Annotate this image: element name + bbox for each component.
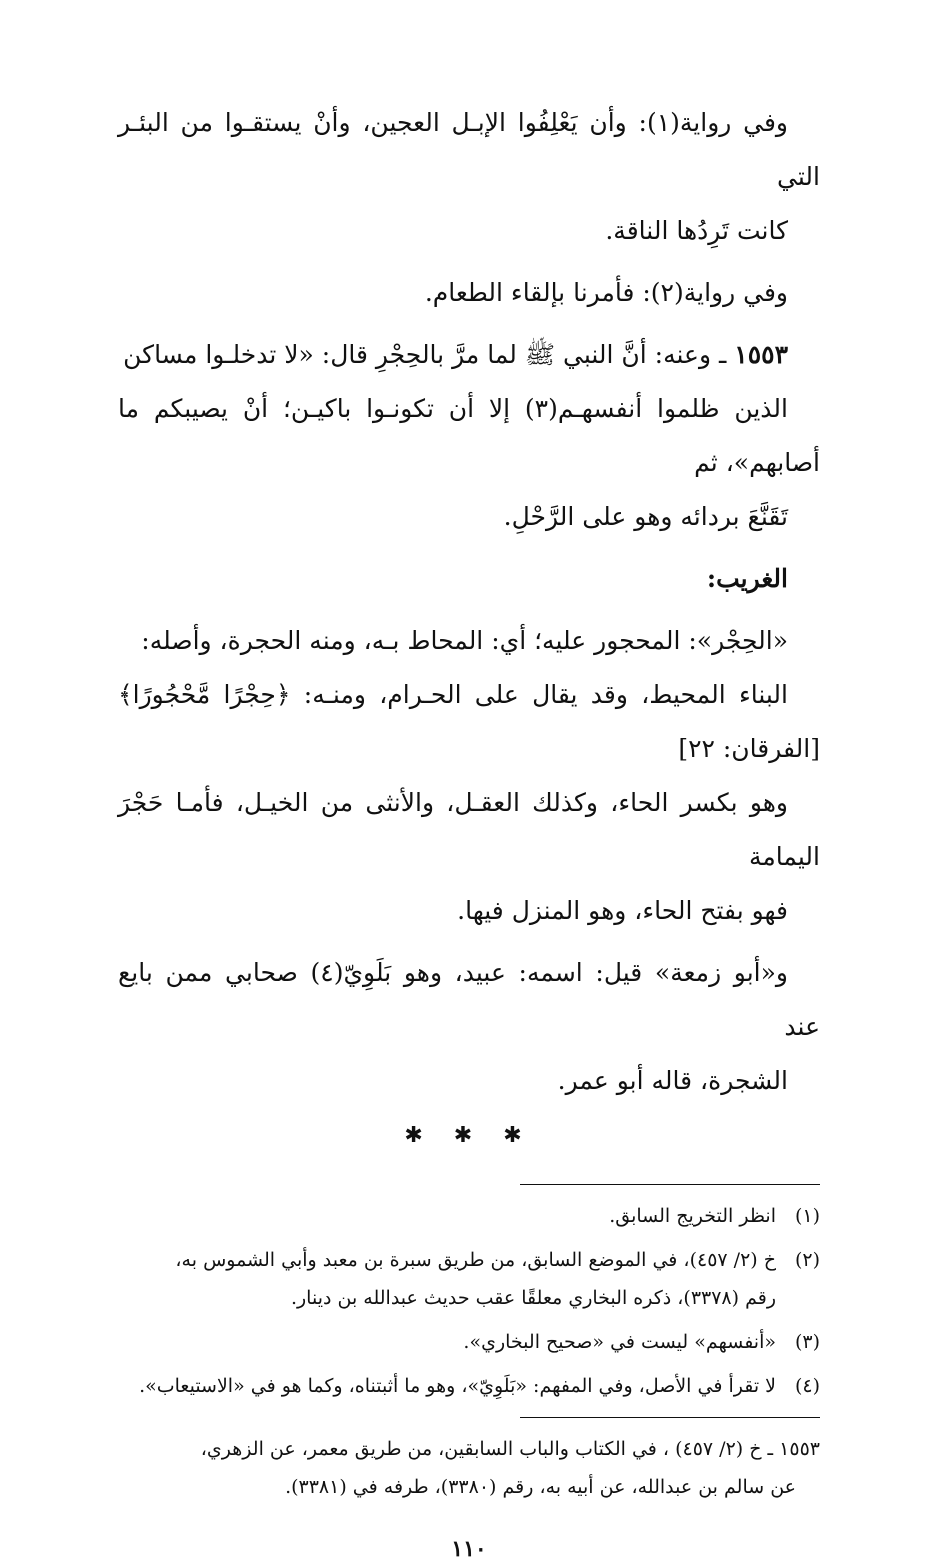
footnote-line: لا تقرأ في الأصل، وفي المفهم: «بَلَوِيّ»، وهو ما أثبتناه، وكما هو في «الاستيعاب». <box>139 1375 776 1397</box>
text-line: وهو بكسر الحاء، وكذلك العقـل، والأنثى من الخيـل، فأمـا حَجْرَ اليمامة <box>118 788 820 871</box>
paragraph-riwaya-2 <box>118 266 820 320</box>
paragraph-riwaya-1 <box>118 96 820 258</box>
footnote-line: «أنفسهم» ليست في «صحيح البخاري». <box>463 1331 776 1353</box>
page-number: ١١٠ <box>451 1536 487 1562</box>
text-line: البناء المحيط، وقد يقال على الحـرام، ومنـه: ﴿حِجْرًا مَّحْجُورًا﴾[الفرقان: ٢٢] <box>118 680 820 763</box>
footnote-item <box>118 1367 820 1405</box>
text-line: تَقَنَّعَ بردائه وهو على الرَّحْلِ. <box>503 502 788 531</box>
hadith-text: ـ وعنه: أنَّ النبي ﷺ لما مرَّ بالحِجْرِ قال: «لا تدخلـوا مساكن <box>123 340 727 369</box>
footnote-item <box>118 1241 820 1317</box>
footnote-text <box>118 1323 776 1361</box>
text-line: و«أبو زمعة» قيل: اسمه: عبيد، وهو بَلَوِيّ(٤) صحابي ممن بايع عند <box>118 958 820 1041</box>
takhrij-line: ١٥٥٣ ـ خ (٢/ ٤٥٧) ، في الكتاب والباب السابقين، من طريق معمر، عن الزهري، <box>200 1438 820 1460</box>
footnote-number: (١) <box>794 1205 820 1227</box>
footnote-text <box>118 1197 776 1235</box>
footnote-number: (٤) <box>794 1375 820 1397</box>
section-divider-stars: ✱ ✱ ✱ <box>404 1123 534 1148</box>
text-line <box>118 328 820 382</box>
takhrij-separator <box>520 1417 820 1418</box>
paragraph-hadith <box>118 328 820 544</box>
text-line: وفي رواية(١): وأن يَعْلِفُوا الإبـل العجين، وأنْ يستقـوا من البئـر التي <box>118 108 820 191</box>
paragraph-gharib-abu-zamaa <box>118 946 820 1108</box>
footnote-item <box>118 1323 820 1361</box>
text-line: كانت تَرِدُها الناقة. <box>605 216 788 245</box>
footnote-item <box>118 1197 820 1235</box>
footnote-line: خ (٢/ ٤٥٧)، في الموضع السابق، من طريق سبرة بن معبد وأبي الشموس به، <box>175 1249 776 1271</box>
book-page <box>118 96 820 1562</box>
takhrij-block <box>118 1430 820 1506</box>
text-line: فهو بفتح الحاء، وهو المنزل فيها. <box>457 896 788 925</box>
footnote-separator <box>520 1184 820 1185</box>
text-line: الشجرة، قاله أبو عمر. <box>557 1066 788 1095</box>
hadith-number: ١٥٥٣ <box>734 340 788 369</box>
text-line: الذين ظلموا أنفسهـم(٣) إلا أن تكونـوا باكيـن؛ أنْ يصيبكم ما أصابهم»، ثم <box>118 394 820 477</box>
section-heading-gharib: الغريب: <box>706 564 788 593</box>
footnote-line: انظر التخريج السابق. <box>609 1205 776 1227</box>
footnote-text <box>118 1367 776 1405</box>
takhrij-line: عن سالم بن عبدالله، عن أبيه به، رقم (٣٣٨٠)، طرفه في (٣٣٨١). <box>285 1476 796 1498</box>
text-line: وفي رواية(٢): فأمرنا بإلقاء الطعام. <box>424 278 788 307</box>
footnote-line: رقم (٣٣٧٨)، ذكره البخاري معلقًا عقب حديث عبدالله بن دينار. <box>290 1287 776 1309</box>
text-line: «الحِجْر»: المحجور عليه؛ أي: المحاط بـه، ومنه الحجرة، وأصله: <box>141 626 788 655</box>
footnote-number: (٣) <box>794 1331 820 1353</box>
footnote-text <box>118 1241 776 1317</box>
footnote-number: (٢) <box>794 1249 820 1271</box>
paragraph-gharib-hijr <box>118 614 820 938</box>
